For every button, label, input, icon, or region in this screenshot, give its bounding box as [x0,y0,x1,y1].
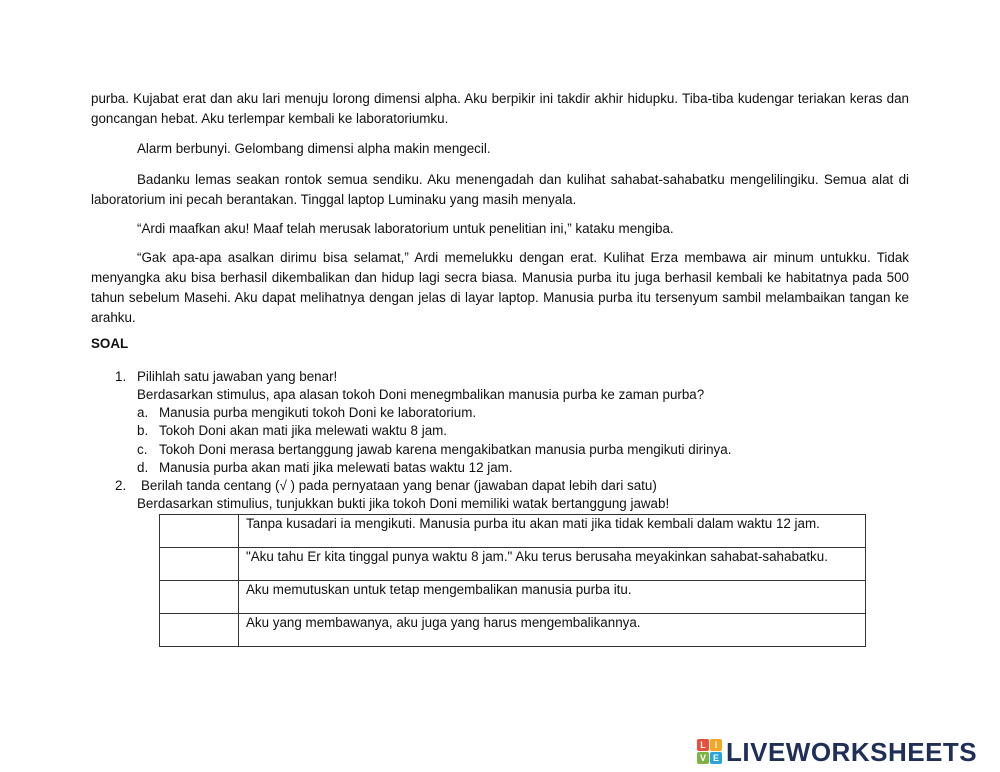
option-d[interactable]: Manusia purba akan mati jika melewati batas waktu 12 jam. [159,460,513,475]
checkbox-cell[interactable] [160,515,239,548]
statement-text: Aku yang membawanya, aku juga yang harus mengembalikannya. [239,614,866,647]
table-row [160,581,866,614]
option-letter: d. [137,460,149,475]
option-c[interactable]: Tokoh Doni merasa bertanggung jawab karena mengakibatkan manusia purba mengikuti dirinya. [159,442,732,457]
logo-mark-l: L [697,739,709,751]
soal-heading: SOAL [91,336,129,351]
story-paragraph-1: purba. Kujabat erat dan aku lari menuju lorong dimensi alpha. Aku berpikir ini takdir akhir hidupku. Tiba-tiba kudengar teriakan keras dan goncangan hebat. Aku terlempar kembali ke laboratoriumku. [91,91,909,126]
logo-mark-e: E [710,752,722,764]
question-prompt: Berdasarkan stimulius, tunjukkan bukti jika tokoh Doni memiliki watak bertanggung jawab! [137,496,670,511]
story-paragraph-5: “Gak apa-apa asalkan dirimu bisa selamat,” Ardi memelukku dengan erat. Kulihat Erza membawa air minum untukku. Tidak menyangka aku bisa berhasil dikembalikan dan hidup lagi secra biasa. Manusia purba itu juga berhasil kembali ke habitatnya pada 500 tahun sebelum Masehi. Aku dapat melihatnya dengan jelas di layar laptop. Manusia purba itu tersenyum sambil melambaikan tangan ke arahku. [91,250,909,325]
logo-text: LIVEWORKSHEETS [726,736,978,767]
question-number: 2. [115,478,127,493]
statement-text: "Aku tahu Er kita tinggal punya waktu 8 jam." Aku terus berusaha meyakinkan sahabat-sahabatku. [239,548,866,581]
table-row [160,614,866,647]
checkbox-cell[interactable] [160,581,239,614]
question-instruction: Berilah tanda centang (√ ) pada pernyataan yang benar (jawaban dapat lebih dari satu) [141,478,657,493]
story-paragraph-3: Badanku lemas seakan rontok semua sendiku. Aku menengadah dan kulihat sahabat-sahabatku mengelilingiku. Semua alat di laboratorium ini pecah berantakan. Tinggal laptop Luminaku yang masih menyala. [91,172,909,207]
option-letter: a. [137,405,149,420]
logo-mark-icon [697,739,723,765]
option-letter: b. [137,423,149,438]
option-letter: c. [137,442,148,457]
statement-table [159,514,866,647]
table-row [160,548,866,581]
story-paragraph-2: Alarm berbunyi. Gelombang dimensi alpha makin mengecil. [137,141,491,156]
checkbox-cell[interactable] [160,614,239,647]
logo-mark-i: I [710,739,722,751]
table-row [160,515,866,548]
question-number: 1. [115,369,127,384]
option-b[interactable]: Tokoh Doni akan mati jika melewati waktu 8 jam. [159,423,448,438]
statement-text: Aku memutuskan untuk tetap mengembalikan manusia purba itu. [239,581,866,614]
logo-mark-v: V [697,752,709,764]
question-prompt: Berdasarkan stimulus, apa alasan tokoh Doni menegmbalikan manusia purba ke zaman purba? [137,387,705,402]
liveworksheets-logo[interactable] [697,738,977,766]
option-a[interactable]: Manusia purba mengikuti tokoh Doni ke laboratorium. [159,405,477,420]
statement-text: Tanpa kusadari ia mengikuti. Manusia purba itu akan mati jika tidak kembali dalam waktu 12 jam. [239,515,866,548]
story-paragraph-4: “Ardi maafkan aku! Maaf telah merusak laboratorium untuk penelitian ini,” kataku mengiba. [137,221,674,236]
checkbox-cell[interactable] [160,548,239,581]
question-instruction: Pilihlah satu jawaban yang benar! [137,369,338,384]
